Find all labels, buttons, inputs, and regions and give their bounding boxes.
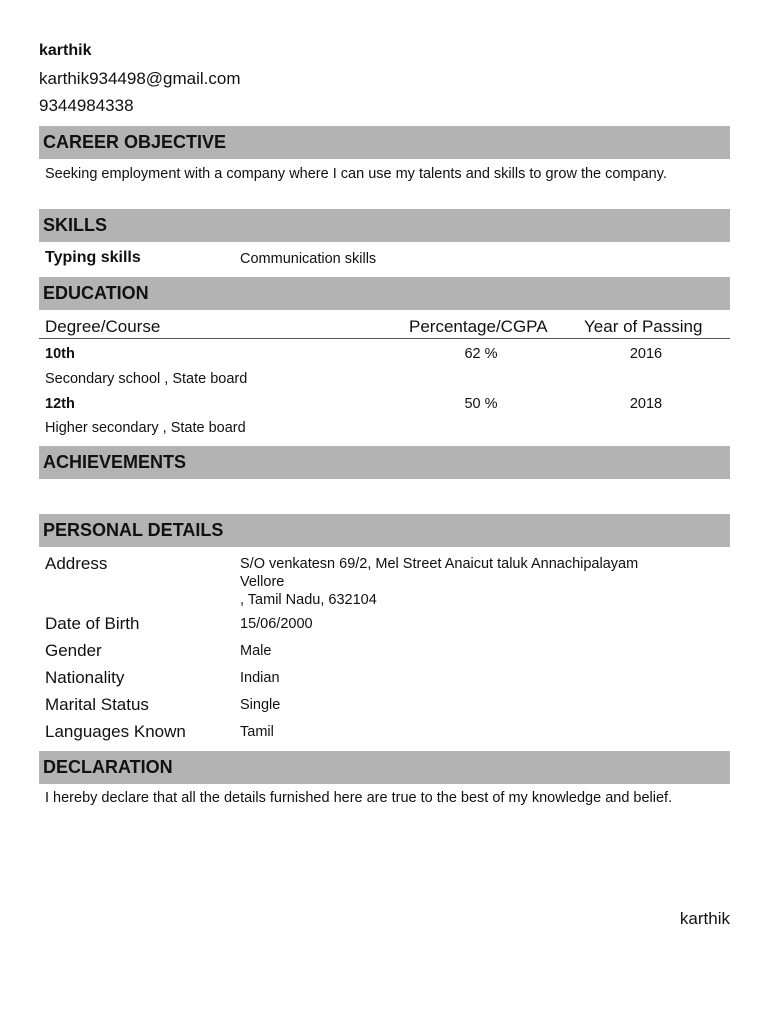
education-year: 2016 bbox=[629, 346, 663, 362]
address-line: Vellore bbox=[240, 574, 285, 590]
education-percentage: 50 % bbox=[464, 396, 498, 412]
education-detail: Higher secondary , State board bbox=[45, 420, 246, 436]
education-percentage: 62 % bbox=[464, 346, 498, 362]
education-header-divider bbox=[39, 338, 730, 339]
address-label: Address bbox=[45, 554, 108, 573]
dob-label: Date of Birth bbox=[45, 614, 140, 633]
education-degree: 10th bbox=[45, 346, 75, 362]
dob-value: 15/06/2000 bbox=[240, 616, 313, 632]
education-col-degree: Degree/Course bbox=[45, 317, 161, 336]
languages-label: Languages Known bbox=[45, 722, 186, 741]
signature-name: karthik bbox=[679, 909, 730, 928]
education-col-percentage: Percentage/CGPA bbox=[409, 317, 548, 336]
personal-details-heading: PERSONAL DETAILS bbox=[39, 514, 730, 547]
skill-item: Typing skills bbox=[45, 249, 141, 266]
candidate-email: karthik934498@gmail.com bbox=[39, 69, 241, 88]
nationality-label: Nationality bbox=[45, 668, 125, 687]
achievements-heading: ACHIEVEMENTS bbox=[39, 446, 730, 479]
address-line: , Tamil Nadu, 632104 bbox=[240, 592, 377, 608]
skill-item: Communication skills bbox=[240, 251, 377, 267]
education-col-year: Year of Passing bbox=[584, 317, 703, 336]
career-objective-heading: CAREER OBJECTIVE bbox=[39, 126, 730, 159]
gender-label: Gender bbox=[45, 641, 102, 660]
candidate-name: karthik bbox=[39, 42, 92, 59]
candidate-phone: 9344984338 bbox=[39, 96, 134, 115]
languages-value: Tamil bbox=[240, 724, 274, 740]
marital-status-value: Single bbox=[240, 697, 281, 713]
nationality-value: Indian bbox=[240, 670, 280, 686]
declaration-heading: DECLARATION bbox=[39, 751, 730, 784]
education-year: 2018 bbox=[629, 396, 663, 412]
gender-value: Male bbox=[240, 643, 272, 659]
declaration-text: I hereby declare that all the details furnished here are true to the best of my knowledge and belief. bbox=[45, 790, 673, 806]
skills-heading: SKILLS bbox=[39, 209, 730, 242]
education-heading: EDUCATION bbox=[39, 277, 730, 310]
career-objective-text: Seeking employment with a company where I can use my talents and skills to grow the company. bbox=[45, 166, 667, 182]
address-line: S/O venkatesn 69/2, Mel Street Anaicut taluk Annachipalayam bbox=[240, 556, 639, 572]
education-degree: 12th bbox=[45, 396, 75, 412]
education-detail: Secondary school , State board bbox=[45, 371, 248, 387]
marital-status-label: Marital Status bbox=[45, 695, 149, 714]
